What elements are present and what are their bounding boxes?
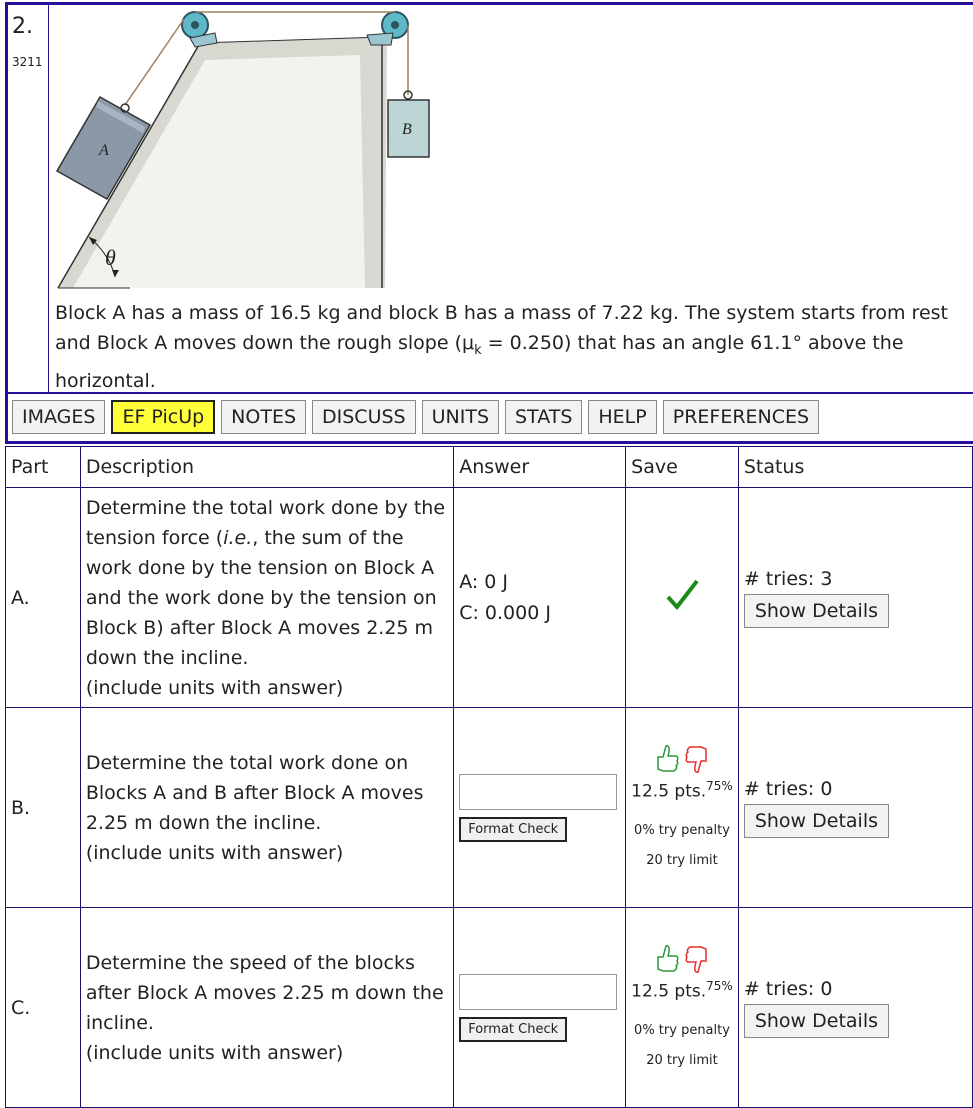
svg-text:A: A [99,142,109,159]
save-cell [626,908,739,1108]
frame-bottom [5,441,973,444]
table-header-row [6,447,973,488]
answer-line: C: 0.000 J [459,601,551,624]
table-row [6,908,973,1108]
preferences-button[interactable]: PREFERENCES [663,400,819,434]
show-details-button[interactable]: Show Details [744,804,889,838]
status-cell [738,488,972,708]
part-description: Determine the total work done by the tension force (i.e., the sum of the work done by the tension on Block A and the work done by the tension on Block B) after Block A moves 2.25 m down the incline. (include units with answer) [80,488,453,708]
ef-picup-button[interactable]: EF PicUp [111,400,215,434]
answer-input[interactable] [459,774,617,810]
try-limit: 20 try limit [646,1052,718,1068]
question-number: 2. [12,14,33,39]
status-cell [738,708,972,908]
help-button[interactable]: HELP [588,400,656,434]
stats-button[interactable]: STATS [505,400,582,434]
answer-cell [454,488,626,708]
parts-table [5,446,973,1108]
answer-input[interactable] [459,974,617,1010]
header-status: Status [738,447,972,488]
frame-divider [48,5,49,393]
problem-figure [55,5,445,295]
thumbs-down-icon[interactable] [684,743,710,775]
points-value: 12.5 pts.$^{75\%}$ [631,779,733,802]
part-description: Determine the total work done on Blocks A and B after Block A moves 2.25 m down the incline. (include units with answer) [80,708,453,908]
try-penalty: 0% try penalty [634,1022,730,1038]
question-id: 3211 [12,55,43,69]
svg-text:B: B [402,121,412,138]
units-button[interactable]: UNITS [422,400,499,434]
tries-count: # tries: 0 [743,977,833,1000]
tries-count: # tries: 0 [743,777,833,800]
show-details-button[interactable]: Show Details [744,594,889,628]
save-cell [626,708,739,908]
part-description: Determine the speed of the blocks after Block A moves 2.25 m down the incline. (include units with answer) [80,908,453,1108]
part-label: B. [6,708,81,908]
svg-text:θ: θ [105,245,116,270]
answer-line: A: 0 J [459,570,509,593]
checkmark-icon [662,575,702,615]
header-part: Part [6,447,81,488]
thumbs-up-icon[interactable] [654,943,680,975]
status-cell [738,908,972,1108]
try-limit: 20 try limit [646,852,718,868]
save-cell [626,488,739,708]
header-save: Save [626,447,739,488]
show-details-button[interactable]: Show Details [744,1004,889,1038]
part-label: C. [6,908,81,1108]
frame-left [5,2,8,444]
try-penalty: 0% try penalty [634,822,730,838]
format-check-button[interactable]: Format Check [459,817,567,842]
thumbs-down-icon[interactable] [684,943,710,975]
answer-cell [454,908,626,1108]
format-check-button[interactable]: Format Check [459,1017,567,1042]
header-answer: Answer [454,447,626,488]
discuss-button[interactable]: DISCUSS [312,400,416,434]
points-value: 12.5 pts.$^{75\%}$ [631,979,733,1002]
part-label: A. [6,488,81,708]
header-description: Description [80,447,453,488]
toolbar [12,400,819,438]
tries-count: # tries: 3 [743,567,833,590]
answer-cell [454,708,626,908]
notes-button[interactable]: NOTES [221,400,306,434]
block-b [388,91,429,157]
table-row [6,708,973,908]
images-button[interactable]: IMAGES [12,400,105,434]
problem-statement: Block A has a mass of 16.5 kg and block B has a mass of 7.22 kg. The system starts from rest and Block A moves down the rough slope $(\mu_k = 0.250)$ that has an angle 61.1° above the horizontal. [55,302,948,392]
table-row [6,488,973,708]
thumbs-up-icon[interactable] [654,743,680,775]
